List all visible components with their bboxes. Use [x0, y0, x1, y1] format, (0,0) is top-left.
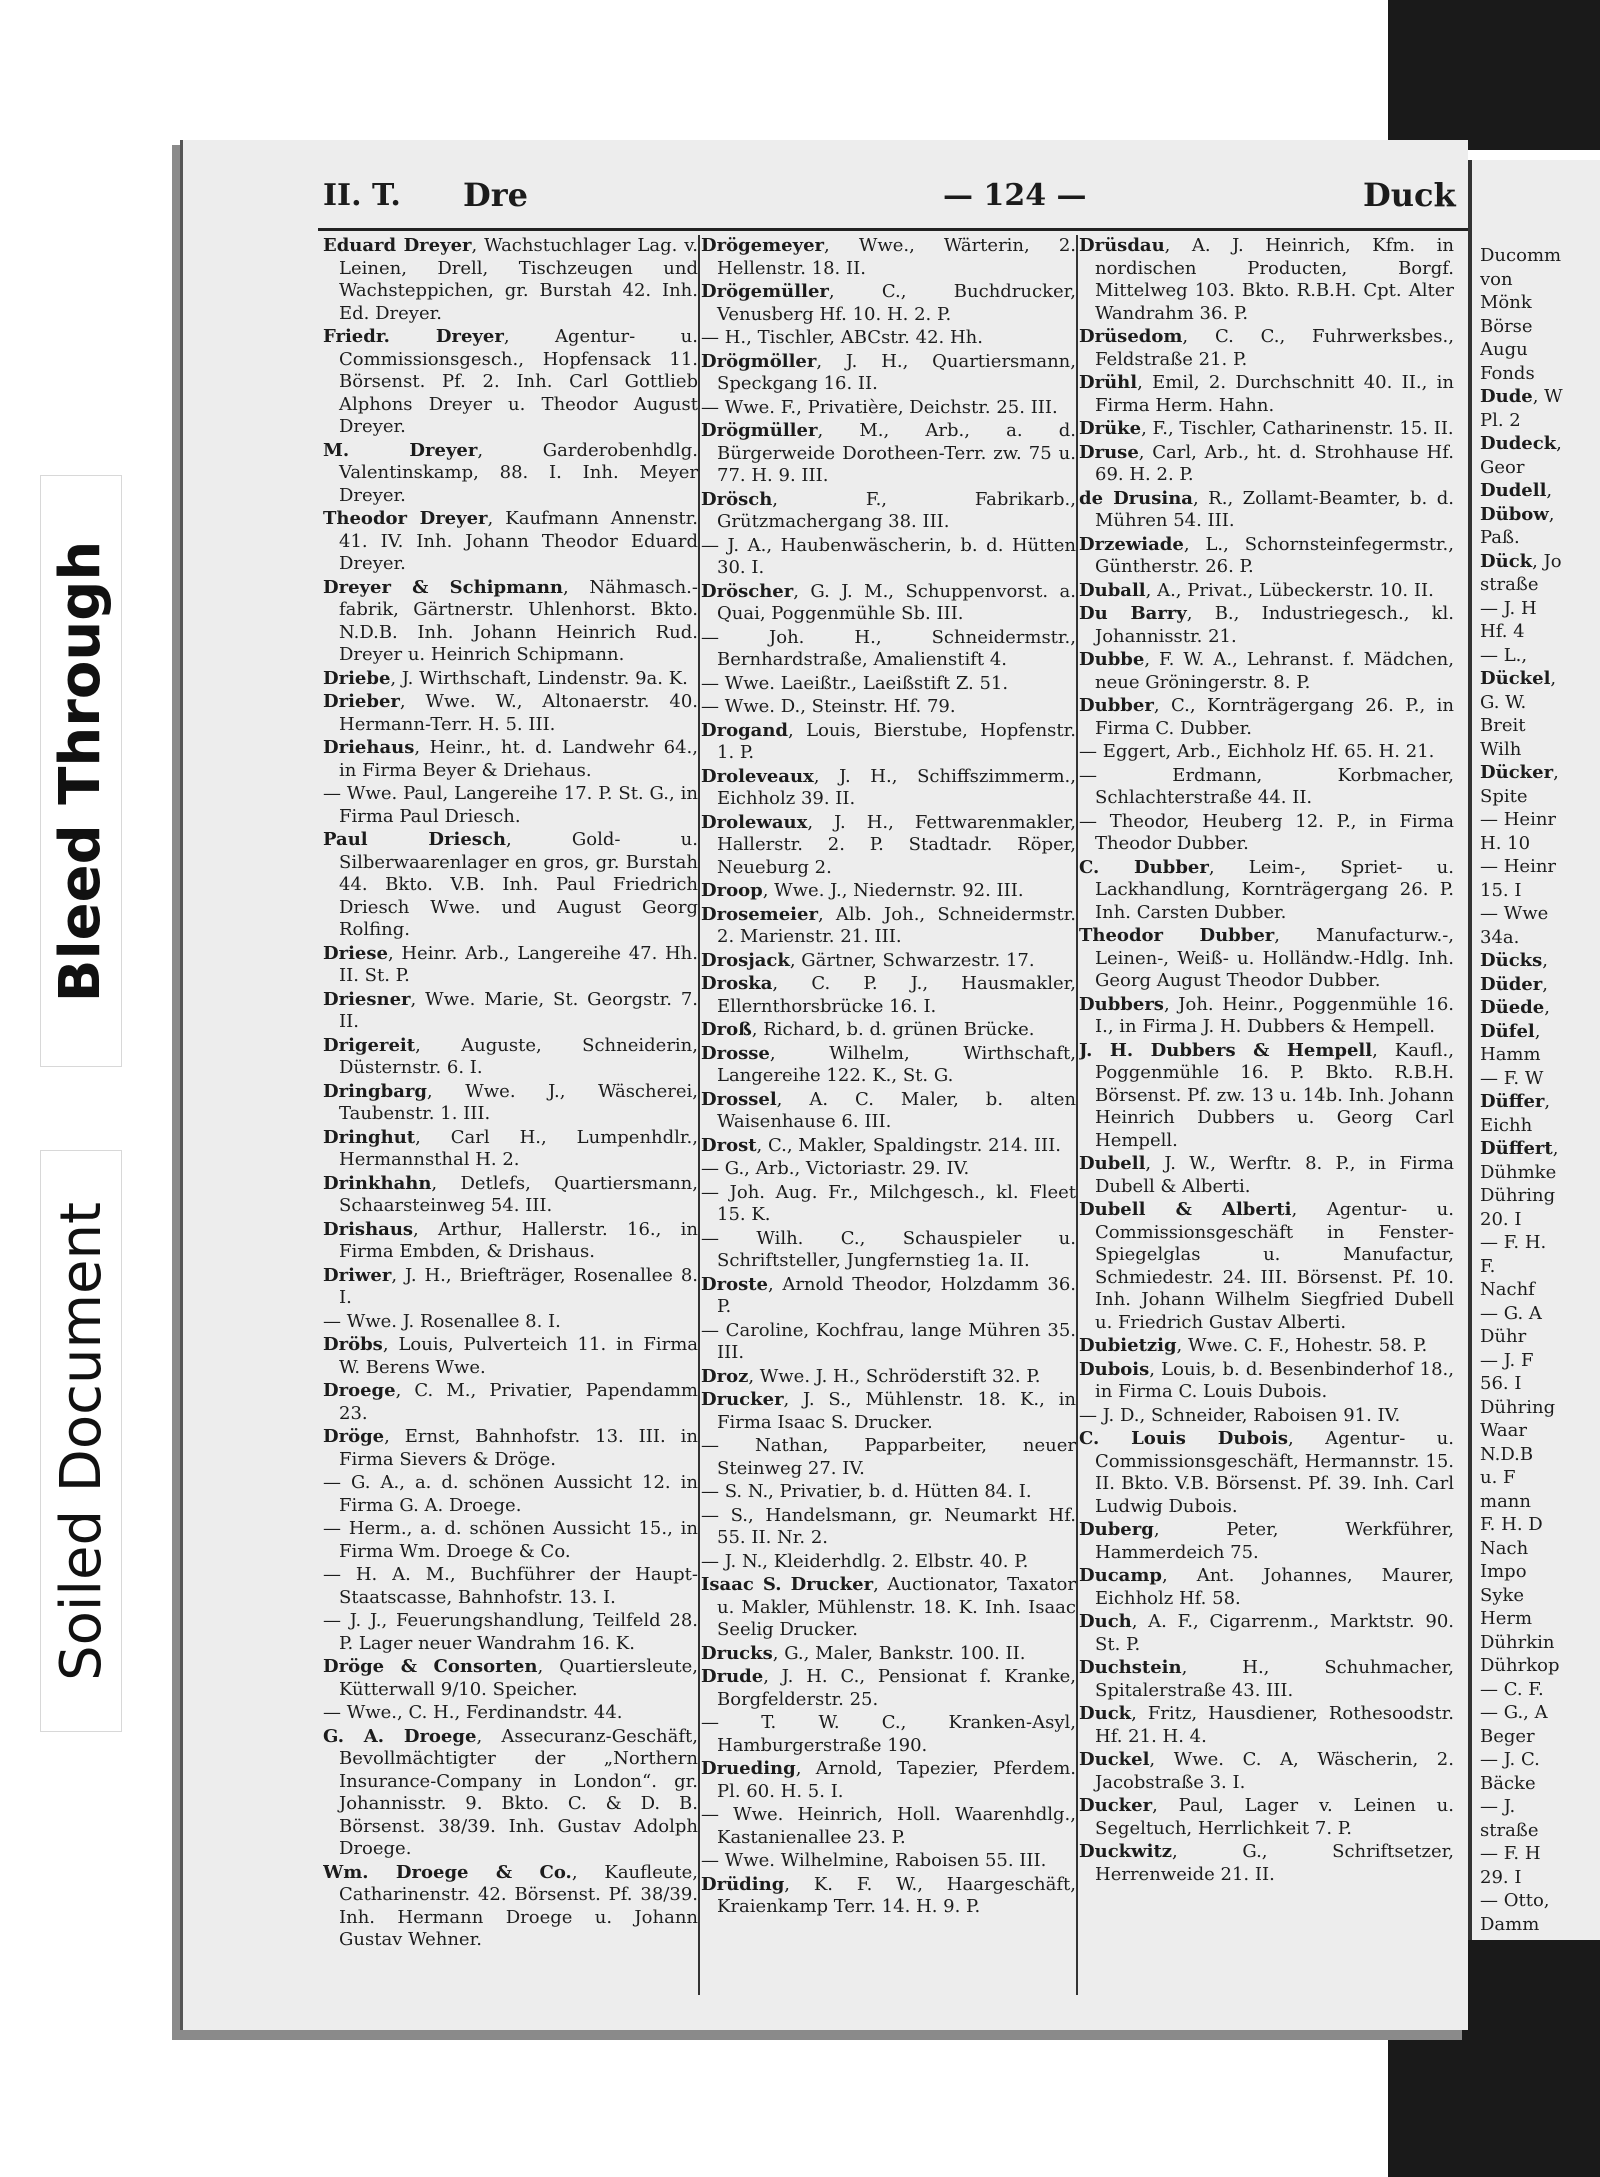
directory-entry: Dubois, Louis, b. d. Besenbinderhof 18., in Firma C. Louis Dubois.: [1079, 1358, 1454, 1402]
directory-entry: Fonds: [1480, 362, 1535, 384]
directory-entry: Drieber, Wwe. W., Altonaerstr. 40. Hermann-Terr. H. 5. III.: [323, 691, 698, 735]
directory-entry: Drigereit, Auguste, Schneiderin, Düsternstr. 6. I.: [323, 1034, 698, 1078]
directory-entry: Hamm: [1480, 1044, 1541, 1065]
directory-entry: Droege, C. M., Privatier, Papendamm 23.: [323, 1380, 698, 1424]
directory-entry: Theodor Dreyer, Kaufmann Annenstr. 41. IV. Inh. Johann Theodor Eduard Dreyer.: [323, 508, 698, 574]
directory-entry: Syke: [1480, 1584, 1525, 1606]
directory-entry: F. H. D: [1480, 1514, 1543, 1535]
directory-entry: — Wwe. Wilhelmine, Raboisen 55. III.: [701, 1850, 1047, 1871]
directory-entry: Drucker, J. S., Mühlenstr. 18. K., in Firma Isaac S. Drucker.: [701, 1389, 1076, 1433]
directory-entry: mann: [1480, 1490, 1531, 1512]
directory-entry: Drögemeyer, Wwe., Wärterin, 2. Hellenstr. 18. II.: [701, 235, 1076, 279]
directory-entry: — Heinr: [1480, 856, 1557, 877]
directory-entry: — F. H: [1480, 1843, 1541, 1864]
directory-entry: — Wwe. Heinrich, Holl. Waarenhdlg., Kastanienallee 23. P.: [701, 1804, 1076, 1848]
directory-entry: Dreyer & Schipmann, Nähmasch.-fabrik, Gärtnerstr. Uhlenhorst. Bkto. N.D.B. Inh. Johann Heinrich Rud. Dreyer u. Heinrich Schipmann.: [323, 576, 698, 665]
directory-entry: Drogand, Louis, Bierstube, Hopfenstr. 1. P.: [701, 719, 1076, 763]
directory-entry: Wilh: [1480, 738, 1522, 760]
directory-entry: Dubietzig, Wwe. C. F., Hohestr. 58. P.: [1079, 1335, 1428, 1356]
directory-entry: — Caroline, Kochfrau, lange Mühren 35. III.: [701, 1319, 1076, 1363]
directory-entry: u. F: [1480, 1467, 1516, 1488]
header-right-word: Duck: [1363, 176, 1456, 214]
directory-entry: — S., Handelsmann, gr. Neumarkt Hf. 55. II. Nr. 2.: [701, 1504, 1076, 1548]
directory-entry: N.D.B: [1480, 1443, 1534, 1465]
directory-entry: Dührkin: [1480, 1631, 1555, 1653]
directory-entry: Droleveaux, J. H., Schiffszimmerm., Eichholz 39. II.: [701, 765, 1076, 809]
directory-entry: Isaac S. Drucker, Auctionator, Taxator u. Makler, Mühlenstr. 18. K. Inh. Isaac Seelig Drucker.: [701, 1574, 1076, 1640]
directory-entry: Düede,: [1480, 997, 1550, 1018]
directory-entry: F.: [1480, 1255, 1496, 1277]
directory-page: [180, 140, 1468, 2030]
directory-entry: Duckwitz, G., Schriftsetzer, Herrenweide 21. II.: [1079, 1841, 1454, 1885]
column-divider-1: [698, 235, 700, 1995]
bleed-through-label: [40, 475, 122, 1067]
column-4: [1480, 245, 1600, 1940]
column-2: [701, 235, 1076, 2005]
directory-entry: Beger: [1480, 1725, 1535, 1747]
directory-entry: Nach: [1480, 1537, 1529, 1559]
directory-entry: — Wwe. Laeißtr., Laeißstift Z. 51.: [701, 672, 1009, 694]
directory-entry: Drosemeier, Alb. Joh., Schneidermstr. 2. Marienstr. 21. III.: [701, 903, 1076, 947]
directory-entry: Paß.: [1480, 527, 1520, 548]
directory-entry: Herm: [1480, 1608, 1533, 1629]
directory-entry: Dubell & Alberti, Agentur- u. Commissionsgeschäft in Fenster-Spiegelglas u. Manufactur, Schmiedestr. 24. III. Börsenst. Pf. 10. Inh. Johann Wilhelm Siegfried Dubell u. Friedrich Gustav Alberti.: [1079, 1199, 1454, 1333]
directory-entry: Düfel,: [1480, 1020, 1541, 1042]
directory-entry: Duberg, Peter, Werkführer, Hammerdeich 75.: [1079, 1519, 1454, 1563]
directory-entry: Drösch, F., Fabrikarb., Grützmachergang 38. III.: [701, 488, 1076, 532]
directory-entry: Drossel, A. C. Maler, b. alten Waisenhause 6. III.: [701, 1088, 1076, 1132]
directory-entry: Breit: [1480, 715, 1526, 736]
directory-entry: Drucks, G., Maler, Bankstr. 100. II.: [701, 1642, 1026, 1664]
directory-entry: — Otto,: [1480, 1890, 1550, 1911]
directory-entry: Driebe, J. Wirthschaft, Lindenstr. 9a. K.: [323, 667, 688, 689]
directory-entry: Dubbers, Joh. Heinr., Poggenmühle 16. I., in Firma J. H. Dubbers & Hempell.: [1079, 993, 1454, 1037]
directory-entry: — H. A. M., Buchführer der Haupt-Staatscasse, Bahnhofstr. 13. I.: [323, 1564, 698, 1608]
directory-entry: Droz, Wwe. J. H., Schröderstift 32. P.: [701, 1365, 1041, 1387]
directory-entry: — C. F.: [1480, 1678, 1544, 1700]
header-page-number: — 124 —: [943, 178, 1087, 213]
directory-entry: 20. I: [1480, 1208, 1522, 1230]
directory-entry: — T. W. C., Kranken-Asyl, Hamburgerstraße 190.: [701, 1712, 1076, 1756]
column-divider-2: [1076, 235, 1078, 1995]
directory-entry: Drüsdau, A. J. Heinrich, Kfm. in nordischen Producten, Borgf. Mittelweg 103. Bkto. R.B.H. Cpt. Alter Wandrahm 36. P.: [1079, 235, 1454, 324]
directory-entry: — Wwe., C. H., Ferdinandstr. 44.: [323, 1702, 623, 1723]
directory-entry: — F. H.: [1480, 1232, 1547, 1253]
directory-entry: Driehaus, Heinr., ht. d. Landwehr 64., in Firma Beyer & Driehaus.: [323, 737, 698, 781]
directory-entry: — Wilh. C., Schauspieler u. Schriftsteller, Jungfernstieg 1a. II.: [701, 1227, 1076, 1271]
directory-entry: Drzewiade, L., Schornsteinfegermstr., Güntherstr. 26. P.: [1079, 533, 1454, 577]
directory-entry: — Heinr: [1480, 809, 1557, 830]
directory-entry: Drolewaux, J. H., Fettwarenmakler, Hallerstr. 2. P. Stadtadr. Röper, Neueburg 2.: [701, 811, 1076, 878]
directory-entry: Dude, W: [1480, 386, 1563, 407]
directory-entry: — J. N., Kleiderhdlg. 2. Elbstr. 40. P.: [701, 1550, 1029, 1572]
directory-entry: Dudell,: [1480, 480, 1553, 501]
directory-entry: — J. F: [1480, 1349, 1534, 1371]
directory-entry: Ducker, Paul, Lager v. Leinen u. Segeltuch, Herrlichkeit 7. P.: [1079, 1795, 1454, 1839]
directory-entry: Duck, Fritz, Hausdiener, Rothesoodstr. Hf. 21. H. 4.: [1079, 1703, 1454, 1747]
directory-entry: Dröbs, Louis, Pulverteich 11. in Firma W. Berens Wwe.: [323, 1334, 698, 1378]
directory-entry: 29. I: [1480, 1866, 1522, 1888]
directory-entry: Drost, C., Makler, Spaldingstr. 214. III.: [701, 1134, 1061, 1156]
directory-entry: Dudeck,: [1480, 433, 1562, 454]
directory-entry: Dühmke: [1480, 1161, 1557, 1183]
directory-entry: — J. C.: [1480, 1749, 1540, 1770]
directory-entry: Drögmöller, J. H., Quartiersmann, Speckgang 16. II.: [701, 350, 1076, 394]
directory-entry: — J. D., Schneider, Raboisen 91. IV.: [1079, 1404, 1401, 1426]
column-3: [1079, 235, 1454, 2005]
directory-entry: G. A. Droege, Assecuranz-Geschäft, Bevollmächtigter der „Northern Insurance-Company in London“. gr. Johannisstr. 9. Bkto. C. & D. B. Börsenst. 38/39. Inh. Gustav Adolph Droege.: [323, 1725, 698, 1859]
directory-entry: Bäcke: [1480, 1772, 1536, 1794]
directory-entry: Driwer, J. H., Briefträger, Rosenallee 8. I.: [323, 1264, 698, 1308]
directory-entry: — Joh. H., Schneidermstr., Bernhardstraße, Amalienstift 4.: [701, 626, 1076, 670]
directory-entry: Droste, Arnold Theodor, Holzdamm 36. P.: [701, 1273, 1076, 1317]
directory-entry: 56. I: [1480, 1373, 1522, 1394]
directory-entry: Drühl, Emil, 2. Durchschnitt 40. II., in Firma Herm. Hahn.: [1079, 372, 1454, 416]
directory-entry: — Eggert, Arb., Eichholz Hf. 65. H. 21.: [1079, 741, 1435, 762]
page-header: [323, 178, 1468, 218]
directory-entry: — G. A., a. d. schönen Aussicht 12. in Firma G. A. Droege.: [323, 1472, 698, 1516]
directory-entry: 34a.: [1480, 926, 1520, 948]
directory-entry: Dühr: [1480, 1326, 1527, 1347]
directory-entry: Wm. Droege & Co., Kaufleute, Catharinenstr. 42. Börsenst. Pf. 38/39. Inh. Hermann Droege u. Johann Gustav Wehner.: [323, 1861, 698, 1950]
directory-entry: M. Dreyer, Garderobenhdlg. Valentinskamp, 88. I. Inh. Meyer Dreyer.: [323, 439, 698, 506]
directory-entry: Geor: [1480, 456, 1525, 478]
directory-entry: Druse, Carl, Arb., ht. d. Strohhause Hf. 69. H. 2. P.: [1079, 441, 1454, 485]
header-left-word: Dre: [463, 176, 528, 214]
directory-entry: Dubber, C., Kornträgergang 26. P., in Firma C. Dubber.: [1079, 695, 1454, 739]
directory-entry: — L.,: [1480, 644, 1528, 666]
directory-entry: — J. J., Feuerungshandlung, Teilfeld 28. P. Lager neuer Wandrahm 16. K.: [323, 1610, 698, 1654]
directory-entry: Dühring: [1480, 1185, 1556, 1206]
directory-entry: Dringbarg, Wwe. J., Wäscherei, Taubenstr. 1. III.: [323, 1080, 698, 1124]
directory-entry: Börse: [1480, 315, 1533, 337]
directory-entry: Duch, A. F., Cigarrenm., Marktstr. 90. St. P.: [1079, 1611, 1454, 1655]
directory-entry: H. 10: [1480, 832, 1531, 854]
directory-entry: J. H. Dubbers & Hempell, Kaufl., Poggenmühle 16. P. Bkto. R.B.H. Börsenst. Pf. zw. 13 u. 14b. Inh. Johann Heinrich Dubbers u. Georg Carl Hempell.: [1079, 1039, 1454, 1151]
directory-entry: Dührkop: [1480, 1655, 1560, 1676]
directory-entry: Driesner, Wwe. Marie, St. Georgstr. 7. II.: [323, 988, 698, 1032]
column-1: [323, 235, 698, 2005]
directory-entry: — Wwe. F., Privatière, Deichstr. 25. III.: [701, 396, 1058, 418]
directory-entry: Drosse, Wilhelm, Wirthschaft, Langereihe 122. K., St. G.: [701, 1042, 1076, 1086]
directory-entry: Eduard Dreyer, Wachstuchlager Lag. v. Leinen, Drell, Tischzeugen und Wachsteppichen, gr. Burstah 42. Inh. Ed. Dreyer.: [323, 235, 698, 324]
directory-entry: Drögmüller, M., Arb., a. d. Bürgerweide Dorotheen-Terr. zw. 75 u. 77. H. 9. III.: [701, 420, 1076, 486]
directory-entry: Dücker,: [1480, 762, 1559, 783]
directory-entry: — Wwe. Paul, Langereihe 17. P. St. G., in Firma Paul Driesch.: [323, 783, 698, 827]
directory-entry: de Drusina, R., Zollamt-Beamter, b. d. Mühren 54. III.: [1079, 487, 1454, 531]
directory-entry: — J.: [1480, 1796, 1516, 1817]
directory-entry: — F. W: [1480, 1067, 1544, 1089]
header-rule: [318, 228, 1468, 231]
directory-entry: C. Louis Dubois, Agentur- u. Commissionsgeschäft, Hermannstr. 15. II. Bkto. V.B. Börsenst. Pf. 39. Inh. Carl Ludwig Dubois.: [1079, 1428, 1454, 1517]
directory-entry: — G., Arb., Victoriastr. 29. IV.: [701, 1158, 970, 1179]
bleed-through-text: Bleed Through: [48, 540, 114, 1002]
directory-entry: — Wwe. J. Rosenallee 8. I.: [323, 1310, 561, 1332]
directory-entry: Ducamp, Ant. Johannes, Maurer, Eichholz Hf. 58.: [1079, 1565, 1454, 1609]
directory-entry: Drinkhahn, Detlefs, Quartiersmann, Schaarsteinweg 54. III.: [323, 1172, 698, 1216]
directory-entry: Duchstein, H., Schuhmacher, Spitalerstraße 43. III.: [1079, 1657, 1454, 1701]
directory-entry: von: [1480, 268, 1513, 290]
directory-entry: Spite: [1480, 785, 1528, 807]
directory-entry: — Wwe: [1480, 903, 1549, 924]
directory-entry: — Wwe. D., Steinstr. Hf. 79.: [701, 696, 956, 717]
directory-entry: Drögemüller, C., Buchdrucker, Venusberg Hf. 10. H. 2. P.: [701, 281, 1076, 325]
directory-entry: Waar: [1480, 1420, 1528, 1441]
directory-entry: Drosjack, Gärtner, Schwarzestr. 17.: [701, 949, 1035, 971]
directory-entry: Dröscher, G. J. M., Schuppenvorst. a. Quai, Poggenmühle Sb. III.: [701, 580, 1076, 624]
directory-entry: Drude, J. H. C., Pensionat f. Kranke, Borgfelderstr. 25.: [701, 1666, 1076, 1710]
directory-entry: Drüke, F., Tischler, Catharinenstr. 15. II.: [1079, 418, 1454, 439]
directory-entry: Drüsedom, C. C., Fuhrwerksbes., Feldstraße 21. P.: [1079, 326, 1454, 370]
directory-entry: Hf. 4: [1480, 621, 1525, 642]
directory-entry: Dröge, Ernst, Bahnhofstr. 13. III. in Firma Sievers & Dröge.: [323, 1426, 698, 1470]
directory-entry: straße: [1480, 1819, 1539, 1841]
directory-entry: Nachf: [1480, 1279, 1535, 1300]
directory-entry: Friedr. Dreyer, Agentur- u. Commissionsgesch., Hopfensack 11. Börsenst. Pf. 2. Inh. Carl Gottlieb Alphons Dreyer u. Theodor August Dreyer.: [323, 326, 698, 437]
directory-entry: — Erdmann, Korbmacher, Schlachterstraße 44. II.: [1079, 764, 1454, 808]
directory-entry: Düffert,: [1480, 1138, 1559, 1159]
directory-entry: Droska, C. P. J., Hausmakler, Ellernthorsbrücke 16. I.: [701, 973, 1076, 1017]
directory-entry: Dröge & Consorten, Quartiersleute, Kütterwall 9/10. Speicher.: [323, 1656, 698, 1700]
directory-entry: Drueding, Arnold, Tapezier, Pferdem. Pl. 60. H. 5. I.: [701, 1758, 1076, 1802]
directory-entry: — G., A: [1480, 1702, 1548, 1723]
directory-entry: Droß, Richard, b. d. grünen Brücke.: [701, 1019, 1035, 1040]
directory-entry: Düder,: [1480, 973, 1548, 995]
directory-entry: — Theodor, Heuberg 12. P., in Firma Theodor Dubber.: [1079, 810, 1454, 854]
directory-entry: Dringhut, Carl H., Lumpenhdlr., Hermannsthal H. 2.: [323, 1126, 698, 1170]
directory-entry: straße: [1480, 574, 1539, 595]
directory-entry: Düffer,: [1480, 1091, 1551, 1112]
soiled-document-label: [40, 1150, 122, 1732]
directory-entry: Impo: [1480, 1561, 1527, 1582]
directory-entry: — Nathan, Papparbeiter, neuer Steinweg 27. IV.: [701, 1435, 1076, 1479]
directory-entry: C. Dubber, Leim-, Spriet- u. Lackhandlung, Kornträgergang 26. P. Inh. Carsten Dubber.: [1079, 856, 1454, 923]
directory-entry: Duckel, Wwe. C. A, Wäscherin, 2. Jacobstraße 3. I.: [1079, 1749, 1454, 1793]
directory-entry: Droop, Wwe. J., Niedernstr. 92. III.: [701, 880, 1024, 901]
directory-entry: Dübow,: [1480, 503, 1555, 525]
directory-entry: Theodor Dubber, Manufacturw.-, Leinen-, Weiß- u. Holländw.-Hdlg. Inh. Georg August Theodor Dubber.: [1079, 925, 1454, 991]
directory-entry: — H., Tischler, ABCstr. 42. Hh.: [701, 327, 983, 348]
directory-entry: Dücks,: [1480, 950, 1548, 971]
directory-entry: Dühring: [1480, 1396, 1556, 1418]
directory-entry: Augu: [1480, 339, 1528, 360]
directory-entry: — S. N., Privatier, b. d. Hütten 84. I.: [701, 1481, 1032, 1502]
directory-entry: Du Barry, B., Industriegesch., kl. Johannisstr. 21.: [1079, 603, 1454, 647]
directory-entry: — J. H: [1480, 597, 1537, 619]
directory-entry: Dubell, J. W., Werftr. 8. P., in Firma Dubell & Alberti.: [1079, 1153, 1454, 1197]
directory-entry: G. W.: [1480, 691, 1527, 713]
directory-entry: Paul Driesch, Gold- u. Silberwaarenlager en gros, gr. Burstah 44. Bkto. V.B. Inh. Paul Friedrich Driesch Wwe. und August Georg Rolfing.: [323, 829, 698, 940]
directory-entry: — Joh. Aug. Fr., Milchgesch., kl. Fleet 15. K.: [701, 1181, 1076, 1225]
directory-entry: Ducomm: [1480, 245, 1562, 266]
directory-entry: Drishaus, Arthur, Hallerstr. 16., in Firma Embden, & Drishaus.: [323, 1218, 698, 1262]
directory-entry: Mönk: [1480, 292, 1532, 313]
header-section: II. T.: [323, 178, 401, 213]
directory-entry: — G. A: [1480, 1302, 1542, 1324]
directory-entry: Damm: [1480, 1913, 1540, 1935]
directory-entry: Dückel,: [1480, 668, 1557, 689]
directory-entry: Duball, A., Privat., Lübeckerstr. 10. II.: [1079, 579, 1434, 601]
directory-entry: — Herm., a. d. schönen Aussicht 15., in Firma Wm. Droege & Co.: [323, 1518, 698, 1562]
soiled-document-text: Soiled Document: [48, 1201, 114, 1681]
directory-entry: Eichh: [1480, 1114, 1533, 1136]
directory-entry: Drüding, K. F. W., Haargeschäft, Kraienkamp Terr. 14. H. 9. P.: [701, 1873, 1076, 1917]
directory-entry: Dück, Jo: [1480, 550, 1562, 572]
directory-entry: 15. I: [1480, 879, 1522, 901]
directory-entry: Pl. 2: [1480, 409, 1521, 431]
facing-page-fragment: [1468, 160, 1600, 1940]
directory-entry: Driese, Heinr. Arb., Langereihe 47. Hh. II. St. P.: [323, 942, 698, 986]
directory-entry: — J. A., Haubenwäscherin, b. d. Hütten 30. I.: [701, 534, 1076, 578]
directory-entry: Dubbe, F. W. A., Lehranst. f. Mädchen, neue Gröningerstr. 8. P.: [1079, 649, 1454, 693]
